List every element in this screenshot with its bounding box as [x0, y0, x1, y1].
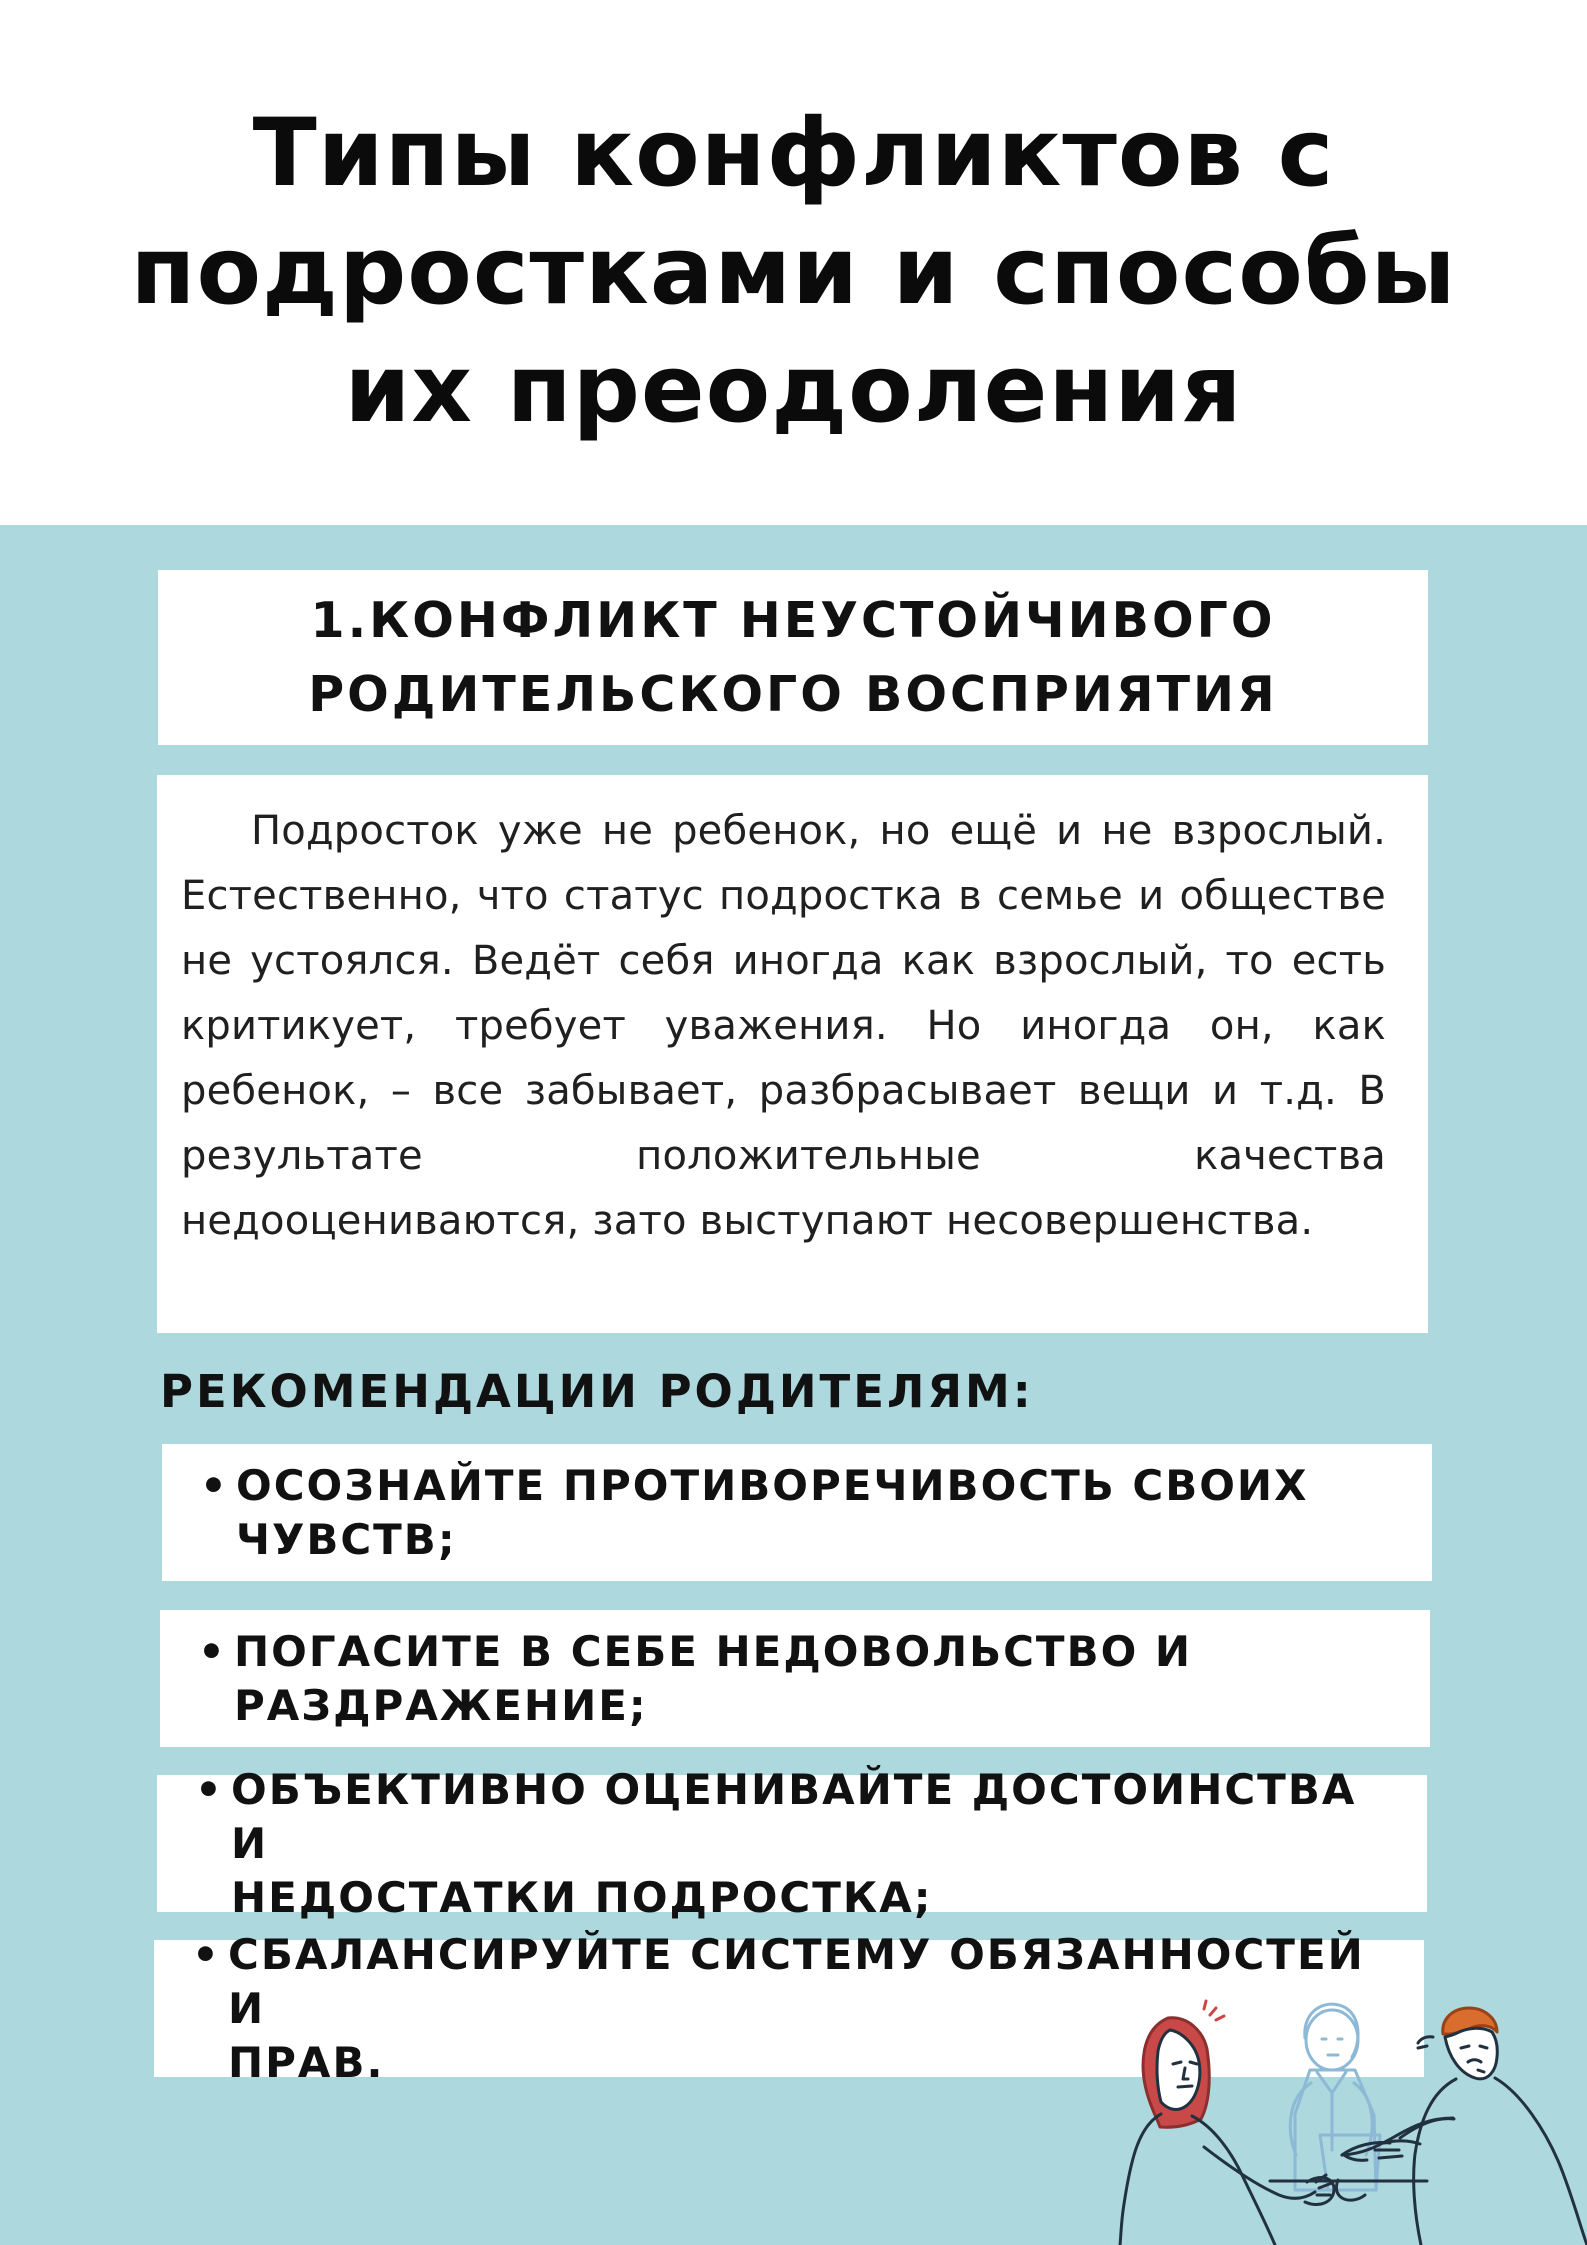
section-heading-card — [158, 570, 1428, 745]
recommendations-heading: РЕКОМЕНДАЦИИ РОДИТЕЛЯМ: — [160, 1365, 1034, 1418]
page-title: Типы конфликтов с подростками и способы их преодоления — [130, 99, 1457, 444]
mediator-figure — [1290, 2004, 1380, 2190]
recommendation-text: СБАЛАНСИРУЙТЕ СИСТЕМУ ОБЯЗАННОСТЕЙ И ПРАВ. — [228, 1929, 1365, 2087]
woman-figure — [1120, 2001, 1334, 2245]
recommendation-row — [200, 1459, 1408, 1567]
recommendation-card — [162, 1444, 1432, 1581]
conflict-illustration-icon — [1100, 1990, 1587, 2245]
recommendation-text: ПОГАСИТЕ В СЕБЕ НЕДОВОЛЬСТВО И РАЗДРАЖЕНИЕ; — [234, 1626, 1193, 1730]
recommendation-card — [157, 1764, 1427, 1922]
section-heading: 1.КОНФЛИКТ НЕУСТОЙЧИВОГО РОДИТЕЛЬСКОГО ВОСПРИЯТИЯ — [308, 591, 1278, 723]
title-area — [0, 0, 1587, 525]
recommendation-text: ОСОЗНАЙТЕ ПРОТИВОРЕЧИВОСТЬ СВОИХ ЧУВСТВ; — [236, 1460, 1309, 1564]
bullet-icon: • — [192, 1929, 219, 1979]
recommendation-text: ОБЪЕКТИВНО ОЦЕНИВАЙТЕ ДОСТОИНСТВА И НЕДОСТАТКИ ПОДРОСТКА; — [231, 1764, 1357, 1922]
bullet-icon: • — [198, 1626, 225, 1676]
bullet-icon: • — [195, 1764, 222, 1814]
man-figure — [1342, 2008, 1587, 2245]
description-card — [157, 775, 1428, 1333]
description-text: Подросток уже не ребенок, но ещё и не взрослый. Естественно, что статус подростка в семье и обществе не устоялся. Ведёт себя иногда как взрослый, то есть критикует, требует уважения. Но иногда он, как ребенок, – все забывает, разбрасывает вещи и т.д. В результате положительные качества недооцениваются, зато выступают несовершенства. — [181, 808, 1386, 1244]
recommendation-row — [198, 1625, 1406, 1733]
bullet-icon: • — [200, 1460, 227, 1510]
recommendation-row — [195, 1763, 1403, 1925]
recommendation-card — [160, 1610, 1430, 1747]
